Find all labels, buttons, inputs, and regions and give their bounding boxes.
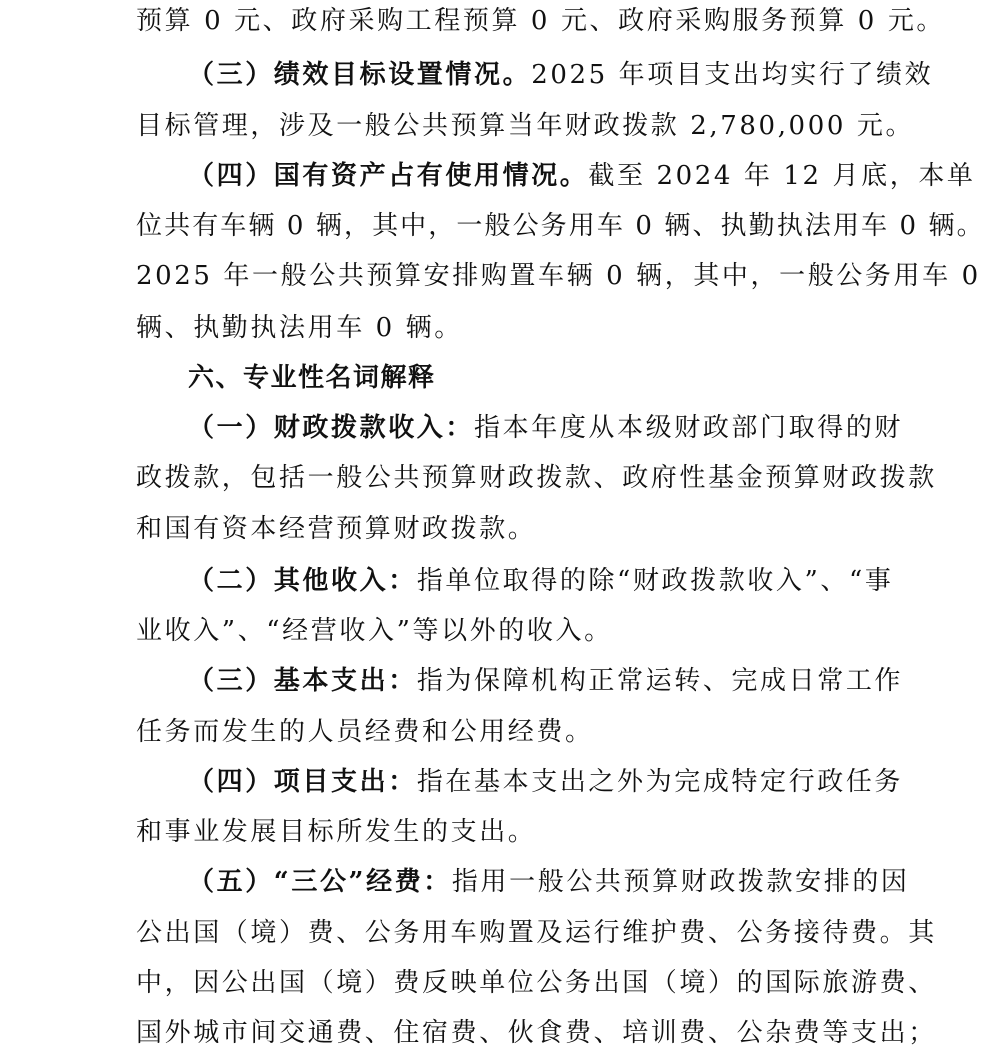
text-line: 政拨款，包括一般公共预算财政拨款、政府性基金预算财政拨款 — [136, 463, 937, 493]
text-line: （五）“三公”经费：指用一般公共预算财政拨款安排的因 — [188, 867, 910, 897]
text-line: 和事业发展目标所发生的支出。 — [136, 817, 537, 847]
text-line: （三）基本支出：指为保障机构正常运转、完成日常工作 — [188, 666, 904, 696]
text-line: 预算 0 元、政府采购工程预算 0 元、政府采购服务预算 0 元。 — [136, 6, 946, 36]
term-label: （一）财政拨款收入： — [188, 413, 475, 443]
text-line: 2025 年一般公共预算安排购置车辆 0 辆，其中，一般公务用车 0 — [136, 261, 981, 291]
term-label: （五）“三公”经费： — [188, 867, 452, 897]
text-line: 和国有资本经营预算财政拨款。 — [136, 514, 537, 544]
text-line: （四）国有资产占有使用情况。截至 2024 年 12 月底，本单 — [188, 161, 976, 191]
text-line: 公出国（境）费、公务用车购置及运行维护费、公务接待费。其 — [136, 918, 937, 948]
text-line: 位共有车辆 0 辆，其中，一般公务用车 0 辆、执勤执法用车 0 辆。 — [136, 211, 985, 241]
text-line: 辆、执勤执法用车 0 辆。 — [136, 313, 463, 343]
term-label: （四）项目支出： — [188, 767, 417, 797]
term-label: （三）基本支出： — [188, 666, 417, 696]
term-label: （二）其他收入： — [188, 566, 417, 596]
text-line: 目标管理，涉及一般公共预算当年财政拨款 2,780,000 元。 — [136, 111, 915, 141]
text-line: （一）财政拨款收入：指本年度从本级财政部门取得的财 — [188, 413, 904, 443]
text-line: （四）项目支出：指在基本支出之外为完成特定行政任务 — [188, 767, 904, 797]
section-label: （三）绩效目标设置情况。 — [188, 60, 532, 90]
text-line: （二）其他收入：指单位取得的除“财政拨款收入”、“事 — [188, 566, 894, 596]
text-line: （三）绩效目标设置情况。2025 年项目支出均实行了绩效 — [188, 60, 934, 90]
text-line: 中，因公出国（境）费反映单位公务出国（境）的国际旅游费、 — [136, 968, 937, 998]
text-line: 国外城市间交通费、住宿费、伙食费、培训费、公杂费等支出； — [136, 1018, 937, 1048]
section-label: （四）国有资产占有使用情况。 — [188, 161, 589, 191]
section-heading: 六、专业性名词解释 — [188, 363, 436, 393]
text-line: 任务而发生的人员经费和公用经费。 — [136, 717, 594, 747]
text-line: 业收入”、“经营收入”等以外的收入。 — [136, 616, 613, 646]
